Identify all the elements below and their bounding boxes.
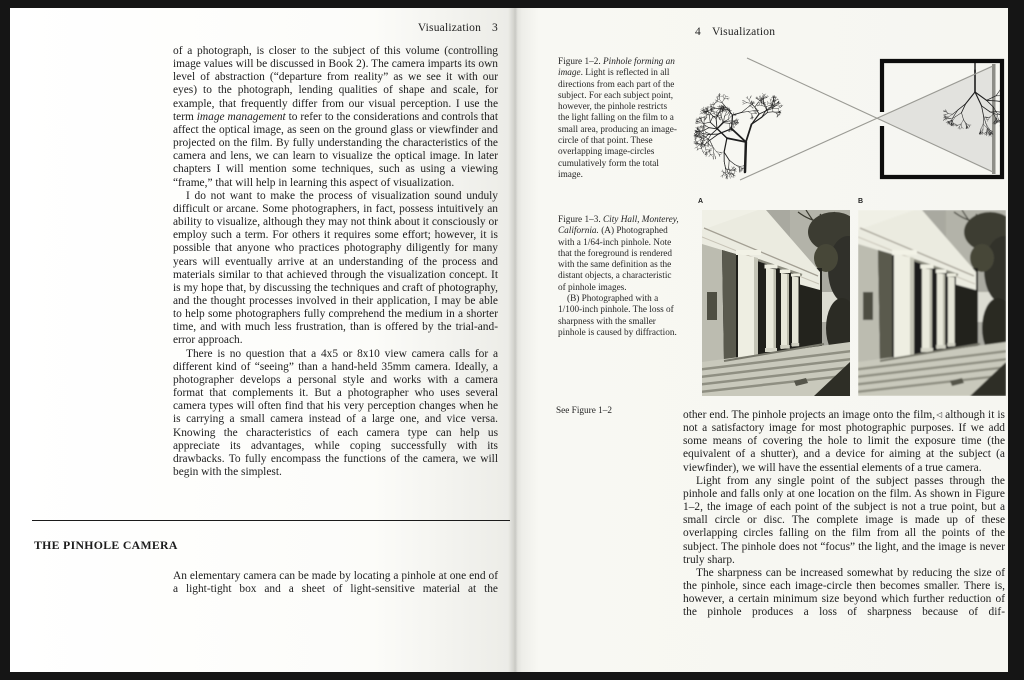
page-number-left: 3 (492, 22, 498, 34)
right-paragraph-2: Light from any single point of the subject passes through the pinhole and falls only at one location on the film. As shown in Figure 1–2, the image of each point of the subject is not a true point, but a small circle or disc. The complete image is made up of these overlapping circles falling on the film from all the points of the subject. The pinhole does not “focus” the light, and the image is never truly sharp. (683, 474, 1005, 566)
left-paragraph-2: I do not want to make the process of visualization sound unduly difficult or arcane. Some photographers, in fact, possess intuitively an ability to visualize, although they may not think about it consciously or employ such a term. For others it requires some effort; however, it is possible that anyone who practices photography diligently for many years will eventually arrive at an understanding of the process and materials similar to that achieved through the visualization concept. It is my hope that, by discussing the techniques and craft of photography, and the thought processes involved in their application, I may be able to help some photographers fully comprehend the medium in a shorter time, and with much less frustration, than is offered by the trial-and-error approach. (173, 189, 498, 347)
figure-1-3-caption-b: (B) Photographed with a 1/100-inch pinhole. The loss of sharpness with the smaller pinhole is caused by diffraction. (558, 294, 677, 338)
photo-a-label: A (698, 198, 704, 205)
figure-1-3-caption: Figure 1–3. City Hall, Monterey, California. (A) Photographed with a 1/64-inch pinhole. Note that the foreground is rendered with the same definition as the distant objects, a characteristic of pinhole images. (B) Photographed with a 1/100-inch pinhole. The loss of sharpness with the smaller pinhole is caused by diffraction. (558, 215, 679, 338)
margin-note-see-figure: See Figure 1–2 (556, 406, 613, 416)
running-head-left-title: Visualization (417, 22, 482, 34)
light-cone (877, 64, 995, 174)
page-right (514, 8, 1008, 672)
running-head-right (695, 26, 775, 38)
section-rule (32, 520, 510, 521)
page-left (10, 8, 514, 672)
running-head-left (418, 22, 498, 34)
section-heading: THE PINHOLE CAMERA (34, 538, 178, 552)
page-number-right: 4 (695, 26, 701, 38)
figure-1-2-caption: Figure 1–2. Pinhole forming an image. Light is reflected in all directions from each part of the subject. For each subject point, however, the pinhole restricts the light falling on the film to a small area, producing an image-circle of that point. These overlapping image-circles cumulatively form the total image. (558, 57, 677, 180)
book-spread (10, 8, 1008, 672)
left-paragraph-1: of a photograph, is closer to the subject of this volume (controlling image values will be discussed in Book 2). The camera imparts its own level of abstraction (“departure from reality” as we see it with our eyes) to the photograph, lending qualities of shape and scale, for example, that frequently differ from our visual perception. I use the term image management to refer to the considerations and controls that affect the optical image, as seen on the ground glass or viewfinder and projected on the film. By fully understanding the characteristics of the camera and lens, we can learn to visualize the optical image. In later chapters I will mention some techniques, such as using a viewing “frame,” that will help in learning this aspect of visualization. (173, 45, 498, 189)
photo-b-label: B (858, 198, 864, 205)
right-paragraph-1: other end. The pinhole projects an image onto the film,◁ although it is not a satisfactory image for most photographic purposes. If we add some means of covering the hole to limit the exposure time (the equivalent of a shutter), and a device for aiming at the subject (a viewfinder), we will have the essential elements of a true camera. (683, 409, 1005, 474)
right-paragraph-3: The sharpness can be increased somewhat by reducing the size of the pinhole, since each image-circle then becomes smaller. There is, however, a certain minimum size beyond which further reduction of the pinhole produces a loss of sharpness because of dif- (683, 566, 1005, 619)
photo-b-city-hall (858, 210, 1006, 396)
film-plane (992, 64, 996, 174)
left-paragraph-4: An elementary camera can be made by locating a pinhole at one end of a light-tight box and a sheet of light-sensitive material at the (173, 570, 498, 596)
figure-reference-marker: ◁ (936, 410, 943, 419)
left-paragraph-3: There is no question that a 4x5 or 8x10 view camera calls for a different kind of “seeing” than a hand-held 35mm camera. Ideally, a photographer develops a personal style and works with a camera format that complements it. But a photographer who uses several camera types will often find that his very perception changes when he is carrying a small camera instead of a large one, and vice versa. Knowing the characteristics of each camera type can help us appreciate its advantages, while coping successfully with its drawbacks. To fully encompass the functions of the camera, we will begin with the simplest. (173, 347, 498, 478)
running-head-right-title: Visualization (711, 26, 776, 38)
photo-a-city-hall (702, 210, 850, 396)
italic-term: image management (196, 110, 286, 123)
left-body-text (173, 45, 498, 479)
figure-1-2-diagram (680, 52, 1007, 200)
right-body-text (683, 408, 1005, 620)
